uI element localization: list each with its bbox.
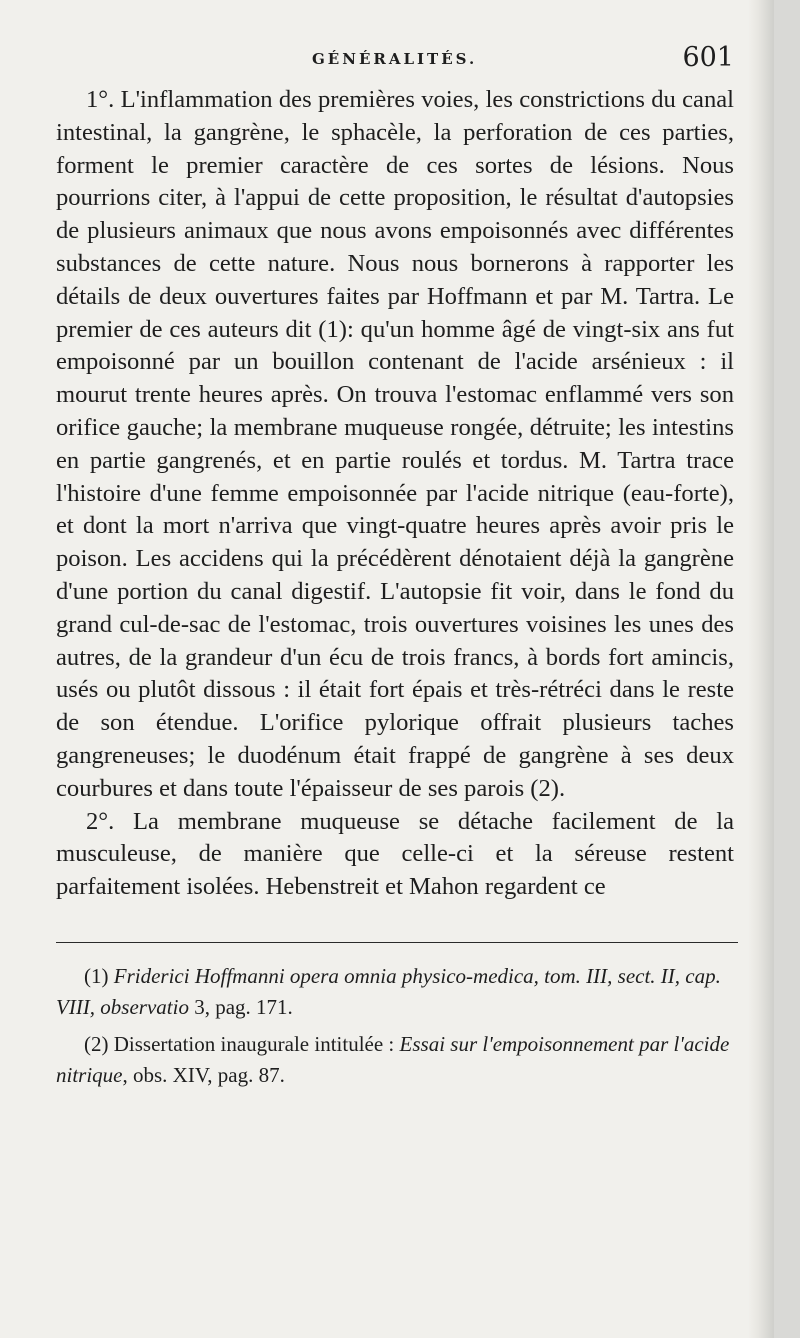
footnotes bbox=[56, 961, 734, 1091]
running-header bbox=[56, 42, 734, 84]
footnote-1 bbox=[56, 961, 734, 1023]
body-text bbox=[56, 84, 734, 904]
page-edge-shadow bbox=[748, 0, 774, 1338]
footnote-1-reference: 3, pag. 171. bbox=[188, 994, 293, 1019]
page-number: 601 bbox=[682, 42, 734, 73]
footnote-2 bbox=[56, 1029, 734, 1091]
paragraph-1: 1°. L'inflammation des premières voies, les constrictions du canal intestinal, la gangrène, le sphacèle, la perforation de ces parties, forment le premier caractère de ces sortes de lésions. Nous pourrions citer, à l'appui de cette proposition, le résultat d'autopsies de plusieurs animaux que nous avons empoisonnés avec différentes substances de cette nature. Nous nous bornerons à rapporter les détails de deux ouvertures faites par Hoffmann et par M. Tartra. Le premier de ces auteurs dit (1): qu'un homme âgé de vingt-six ans fut empoisonné par un bouillon contenant de l'acide arsénieux : il mourut trente heures après. On trouva l'estomac enflammé vers son orifice gauche; la membrane muqueuse rongée, détruite; les intestins en partie gangrenés, et en partie roulés et tordus. M. Tartra trace l'histoire d'une femme empoisonnée par l'acide nitrique (eau-forte), et dont la mort n'arriva que vingt-quatre heures après avoir pris le poison. Les accidens qui la précédèrent dénotaient déjà la gangrène d'une portion du canal digestif. L'autopsie fit voir, dans le fond du grand cul-de-sac de l'estomac, trois ouvertures voisines les unes des autres, de la grandeur d'un écu de trois francs, à bords fort amincis, usés ou plutôt dissous : il était fort épais et très-rétréci dans le reste de son étendue. L'orifice pylorique offrait plusieurs taches gangreneuses; le duodénum était frappé de gangrène à ses deux courbures et dans toute l'épaisseur de ses parois (2). bbox=[56, 86, 734, 802]
footnote-2-title: Essai sur l'empoisonnement par l'acide nitrique bbox=[56, 1031, 730, 1087]
footnote-divider bbox=[56, 942, 738, 943]
footnote-1-marker: (1) bbox=[84, 963, 109, 988]
paragraph-2: 2°. La membrane muqueuse se détache facilement de la musculeuse, de manière que celle-ci et la séreuse restent parfaitement isolées. Hebenstreit et Mahon regardent ce bbox=[56, 807, 734, 901]
footnote-2-marker: (2) bbox=[84, 1031, 109, 1056]
footnote-1-title: Friderici Hoffmanni opera omnia physico-medica, tom. III, sect. II, cap. VIII, observatio bbox=[56, 963, 721, 1019]
running-title: GÉNÉRALITÉS. bbox=[312, 50, 478, 68]
footnote-2-lead: Dissertation inaugurale intitulée : bbox=[113, 1031, 400, 1056]
footnote-2-reference: , obs. XIV, pag. 87. bbox=[122, 1062, 285, 1087]
